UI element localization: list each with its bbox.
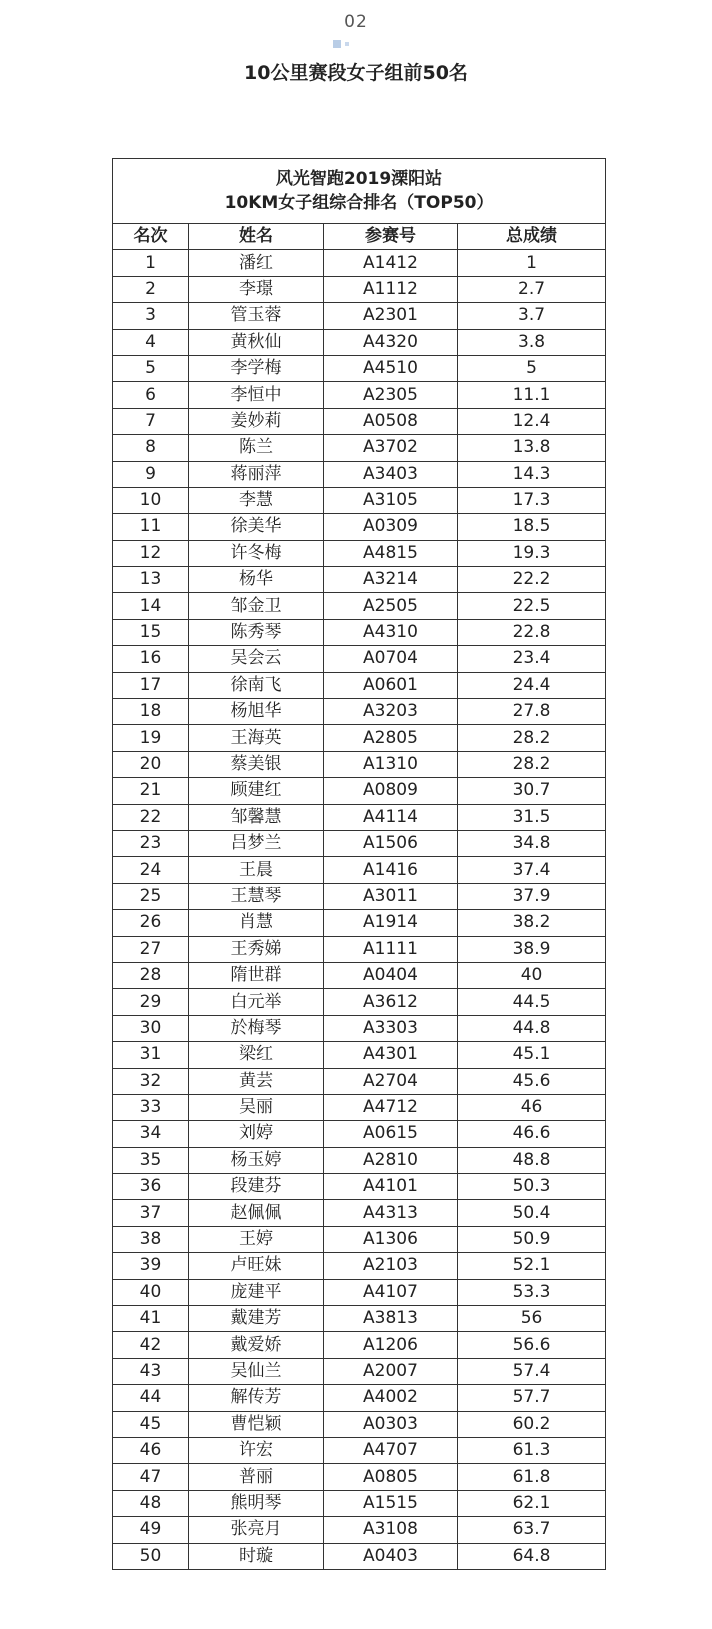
cell-name: 於梅琴 bbox=[189, 1015, 324, 1041]
cell-bib: A1506 bbox=[324, 830, 458, 856]
cell-bib: A3303 bbox=[324, 1015, 458, 1041]
cell-rank: 32 bbox=[113, 1068, 189, 1094]
cell-name: 徐南飞 bbox=[189, 672, 324, 698]
cell-score: 50.9 bbox=[458, 1226, 606, 1252]
cell-score: 45.6 bbox=[458, 1068, 606, 1094]
cell-rank: 46 bbox=[113, 1437, 189, 1463]
cell-bib: A4101 bbox=[324, 1174, 458, 1200]
table-row bbox=[113, 619, 606, 645]
cell-name: 徐美华 bbox=[189, 514, 324, 540]
table-row bbox=[113, 1279, 606, 1305]
table-row bbox=[113, 1490, 606, 1516]
cell-rank: 5 bbox=[113, 355, 189, 381]
cell-bib: A2007 bbox=[324, 1358, 458, 1384]
cell-score: 53.3 bbox=[458, 1279, 606, 1305]
cell-rank: 23 bbox=[113, 830, 189, 856]
cell-bib: A4107 bbox=[324, 1279, 458, 1305]
cell-name: 解传芳 bbox=[189, 1385, 324, 1411]
table-row bbox=[113, 355, 606, 381]
cell-score: 46 bbox=[458, 1094, 606, 1120]
cell-rank: 18 bbox=[113, 699, 189, 725]
cell-rank: 45 bbox=[113, 1411, 189, 1437]
table-row bbox=[113, 1411, 606, 1437]
cell-rank: 19 bbox=[113, 725, 189, 751]
cell-bib: A1112 bbox=[324, 276, 458, 302]
table-caption-row bbox=[113, 159, 606, 224]
cell-bib: A0805 bbox=[324, 1464, 458, 1490]
cell-name: 王秀娣 bbox=[189, 936, 324, 962]
cell-rank: 8 bbox=[113, 435, 189, 461]
cell-name: 卢旺妹 bbox=[189, 1253, 324, 1279]
table-row bbox=[113, 699, 606, 725]
cell-bib: A0601 bbox=[324, 672, 458, 698]
table-row bbox=[113, 1358, 606, 1384]
cell-bib: A1206 bbox=[324, 1332, 458, 1358]
cell-rank: 38 bbox=[113, 1226, 189, 1252]
table-row bbox=[113, 1042, 606, 1068]
cell-rank: 34 bbox=[113, 1121, 189, 1147]
cell-score: 56 bbox=[458, 1306, 606, 1332]
table-row bbox=[113, 329, 606, 355]
table-row bbox=[113, 382, 606, 408]
cell-score: 38.2 bbox=[458, 910, 606, 936]
table-row bbox=[113, 435, 606, 461]
cell-bib: A4707 bbox=[324, 1437, 458, 1463]
cell-name: 邹馨慧 bbox=[189, 804, 324, 830]
table-header-row bbox=[113, 224, 606, 250]
cell-rank: 27 bbox=[113, 936, 189, 962]
table-row bbox=[113, 1464, 606, 1490]
cell-bib: A2805 bbox=[324, 725, 458, 751]
cell-bib: A3011 bbox=[324, 883, 458, 909]
cell-score: 56.6 bbox=[458, 1332, 606, 1358]
header-name: 姓名 bbox=[189, 224, 324, 250]
table-row bbox=[113, 1543, 606, 1569]
cell-score: 3.8 bbox=[458, 329, 606, 355]
cell-rank: 42 bbox=[113, 1332, 189, 1358]
table-row bbox=[113, 830, 606, 856]
cell-name: 王慧琴 bbox=[189, 883, 324, 909]
table-row bbox=[113, 1226, 606, 1252]
table-row bbox=[113, 1253, 606, 1279]
cell-score: 46.6 bbox=[458, 1121, 606, 1147]
cell-bib: A1111 bbox=[324, 936, 458, 962]
cell-rank: 11 bbox=[113, 514, 189, 540]
cell-name: 杨玉婷 bbox=[189, 1147, 324, 1173]
cell-name: 蒋丽萍 bbox=[189, 461, 324, 487]
cell-name: 潘红 bbox=[189, 250, 324, 276]
cell-name: 吴仙兰 bbox=[189, 1358, 324, 1384]
cell-bib: A4815 bbox=[324, 540, 458, 566]
table-row bbox=[113, 1094, 606, 1120]
cell-bib: A2305 bbox=[324, 382, 458, 408]
header-bib: 参赛号 bbox=[324, 224, 458, 250]
cell-score: 2.7 bbox=[458, 276, 606, 302]
cell-score: 62.1 bbox=[458, 1490, 606, 1516]
cell-bib: A3403 bbox=[324, 461, 458, 487]
section-number: 02 bbox=[344, 12, 368, 32]
cell-score: 50.3 bbox=[458, 1174, 606, 1200]
table-row bbox=[113, 725, 606, 751]
cell-name: 管玉蓉 bbox=[189, 303, 324, 329]
cell-score: 5 bbox=[458, 355, 606, 381]
cell-score: 27.8 bbox=[458, 699, 606, 725]
cell-bib: A2301 bbox=[324, 303, 458, 329]
cell-score: 44.8 bbox=[458, 1015, 606, 1041]
cell-rank: 26 bbox=[113, 910, 189, 936]
cell-bib: A1412 bbox=[324, 250, 458, 276]
table-row bbox=[113, 1437, 606, 1463]
cell-rank: 3 bbox=[113, 303, 189, 329]
cell-bib: A3214 bbox=[324, 567, 458, 593]
cell-rank: 36 bbox=[113, 1174, 189, 1200]
table-row bbox=[113, 910, 606, 936]
cell-rank: 4 bbox=[113, 329, 189, 355]
cell-name: 杨华 bbox=[189, 567, 324, 593]
cell-name: 戴建芳 bbox=[189, 1306, 324, 1332]
cell-rank: 43 bbox=[113, 1358, 189, 1384]
cell-rank: 17 bbox=[113, 672, 189, 698]
cell-score: 38.9 bbox=[458, 936, 606, 962]
cell-name: 许宏 bbox=[189, 1437, 324, 1463]
cell-score: 31.5 bbox=[458, 804, 606, 830]
table-row bbox=[113, 461, 606, 487]
table-row bbox=[113, 646, 606, 672]
cell-name: 普丽 bbox=[189, 1464, 324, 1490]
cell-score: 63.7 bbox=[458, 1517, 606, 1543]
cell-name: 吴丽 bbox=[189, 1094, 324, 1120]
cell-name: 戴爱娇 bbox=[189, 1332, 324, 1358]
cell-score: 57.7 bbox=[458, 1385, 606, 1411]
cell-name: 顾建红 bbox=[189, 778, 324, 804]
cell-name: 陈秀琴 bbox=[189, 619, 324, 645]
cell-rank: 10 bbox=[113, 487, 189, 513]
cell-score: 37.4 bbox=[458, 857, 606, 883]
cell-rank: 28 bbox=[113, 962, 189, 988]
table-row bbox=[113, 672, 606, 698]
table-row bbox=[113, 593, 606, 619]
cell-rank: 49 bbox=[113, 1517, 189, 1543]
table-row bbox=[113, 276, 606, 302]
table-row bbox=[113, 962, 606, 988]
cell-score: 61.8 bbox=[458, 1464, 606, 1490]
cell-bib: A3612 bbox=[324, 989, 458, 1015]
table-row bbox=[113, 1332, 606, 1358]
cell-name: 姜妙莉 bbox=[189, 408, 324, 434]
cell-rank: 12 bbox=[113, 540, 189, 566]
cell-name: 白元举 bbox=[189, 989, 324, 1015]
cell-bib: A4320 bbox=[324, 329, 458, 355]
cell-rank: 30 bbox=[113, 1015, 189, 1041]
cell-rank: 22 bbox=[113, 804, 189, 830]
cell-bib: A4313 bbox=[324, 1200, 458, 1226]
cell-name: 李慧 bbox=[189, 487, 324, 513]
cell-name: 庞建平 bbox=[189, 1279, 324, 1305]
cell-name: 杨旭华 bbox=[189, 699, 324, 725]
cell-score: 3.7 bbox=[458, 303, 606, 329]
cell-rank: 37 bbox=[113, 1200, 189, 1226]
cell-bib: A0404 bbox=[324, 962, 458, 988]
table-row bbox=[113, 1121, 606, 1147]
cell-bib: A1515 bbox=[324, 1490, 458, 1516]
cell-name: 刘婷 bbox=[189, 1121, 324, 1147]
ranking-table-container bbox=[112, 158, 605, 1570]
cell-bib: A1914 bbox=[324, 910, 458, 936]
cell-rank: 24 bbox=[113, 857, 189, 883]
cell-bib: A0809 bbox=[324, 778, 458, 804]
cell-rank: 6 bbox=[113, 382, 189, 408]
table-row bbox=[113, 1015, 606, 1041]
cell-score: 13.8 bbox=[458, 435, 606, 461]
cell-bib: A2103 bbox=[324, 1253, 458, 1279]
cell-name: 段建芬 bbox=[189, 1174, 324, 1200]
table-row bbox=[113, 567, 606, 593]
cell-rank: 25 bbox=[113, 883, 189, 909]
cell-bib: A2704 bbox=[324, 1068, 458, 1094]
table-row bbox=[113, 936, 606, 962]
cell-rank: 50 bbox=[113, 1543, 189, 1569]
cell-name: 张亮月 bbox=[189, 1517, 324, 1543]
cell-bib: A4114 bbox=[324, 804, 458, 830]
cell-rank: 16 bbox=[113, 646, 189, 672]
table-row bbox=[113, 751, 606, 777]
cell-rank: 31 bbox=[113, 1042, 189, 1068]
cell-score: 22.2 bbox=[458, 567, 606, 593]
cell-bib: A0403 bbox=[324, 1543, 458, 1569]
cell-score: 17.3 bbox=[458, 487, 606, 513]
cell-score: 52.1 bbox=[458, 1253, 606, 1279]
table-caption bbox=[113, 159, 606, 224]
cell-bib: A4301 bbox=[324, 1042, 458, 1068]
ranking-table bbox=[112, 158, 606, 1570]
cell-bib: A4712 bbox=[324, 1094, 458, 1120]
cell-name: 梁红 bbox=[189, 1042, 324, 1068]
cell-bib: A0508 bbox=[324, 408, 458, 434]
cell-rank: 20 bbox=[113, 751, 189, 777]
cell-name: 李恒中 bbox=[189, 382, 324, 408]
cell-bib: A3702 bbox=[324, 435, 458, 461]
table-row bbox=[113, 989, 606, 1015]
table-row bbox=[113, 514, 606, 540]
cell-score: 30.7 bbox=[458, 778, 606, 804]
table-row bbox=[113, 804, 606, 830]
cell-name: 蔡美银 bbox=[189, 751, 324, 777]
table-row bbox=[113, 778, 606, 804]
cell-score: 50.4 bbox=[458, 1200, 606, 1226]
cell-name: 吴会云 bbox=[189, 646, 324, 672]
section-title: 10公里赛段女子组前50名 bbox=[244, 62, 468, 84]
header-score: 总成绩 bbox=[458, 224, 606, 250]
table-row bbox=[113, 303, 606, 329]
cell-bib: A2505 bbox=[324, 593, 458, 619]
table-row bbox=[113, 487, 606, 513]
cell-rank: 13 bbox=[113, 567, 189, 593]
table-row bbox=[113, 1385, 606, 1411]
cell-name: 李学梅 bbox=[189, 355, 324, 381]
cell-name: 陈兰 bbox=[189, 435, 324, 461]
cell-name: 许冬梅 bbox=[189, 540, 324, 566]
table-caption-line2: 10KM女子组综合排名（TOP50） bbox=[224, 193, 494, 213]
cell-score: 28.2 bbox=[458, 751, 606, 777]
cell-score: 14.3 bbox=[458, 461, 606, 487]
table-row bbox=[113, 1200, 606, 1226]
cell-rank: 21 bbox=[113, 778, 189, 804]
table-row bbox=[113, 1517, 606, 1543]
decorative-squares-icon bbox=[333, 40, 355, 48]
cell-name: 黄秋仙 bbox=[189, 329, 324, 355]
table-row bbox=[113, 408, 606, 434]
cell-score: 64.8 bbox=[458, 1543, 606, 1569]
cell-score: 24.4 bbox=[458, 672, 606, 698]
cell-bib: A3813 bbox=[324, 1306, 458, 1332]
cell-score: 45.1 bbox=[458, 1042, 606, 1068]
cell-bib: A3105 bbox=[324, 487, 458, 513]
cell-score: 28.2 bbox=[458, 725, 606, 751]
table-row bbox=[113, 883, 606, 909]
cell-score: 37.9 bbox=[458, 883, 606, 909]
cell-bib: A2810 bbox=[324, 1147, 458, 1173]
cell-rank: 14 bbox=[113, 593, 189, 619]
table-row bbox=[113, 1147, 606, 1173]
cell-score: 44.5 bbox=[458, 989, 606, 1015]
cell-score: 12.4 bbox=[458, 408, 606, 434]
cell-score: 34.8 bbox=[458, 830, 606, 856]
cell-rank: 7 bbox=[113, 408, 189, 434]
cell-rank: 44 bbox=[113, 1385, 189, 1411]
cell-bib: A0303 bbox=[324, 1411, 458, 1437]
cell-score: 57.4 bbox=[458, 1358, 606, 1384]
header-rank: 名次 bbox=[113, 224, 189, 250]
cell-name: 赵佩佩 bbox=[189, 1200, 324, 1226]
cell-bib: A1310 bbox=[324, 751, 458, 777]
cell-name: 时璇 bbox=[189, 1543, 324, 1569]
cell-rank: 35 bbox=[113, 1147, 189, 1173]
cell-rank: 39 bbox=[113, 1253, 189, 1279]
cell-bib: A4002 bbox=[324, 1385, 458, 1411]
cell-bib: A4310 bbox=[324, 619, 458, 645]
cell-name: 王晨 bbox=[189, 857, 324, 883]
cell-bib: A1416 bbox=[324, 857, 458, 883]
cell-score: 22.5 bbox=[458, 593, 606, 619]
cell-score: 60.2 bbox=[458, 1411, 606, 1437]
cell-score: 23.4 bbox=[458, 646, 606, 672]
table-row bbox=[113, 1306, 606, 1332]
cell-bib: A0704 bbox=[324, 646, 458, 672]
table-caption-line1: 风光智跑2019溧阳站 bbox=[275, 169, 443, 189]
table-body bbox=[113, 250, 606, 1570]
cell-rank: 41 bbox=[113, 1306, 189, 1332]
table-row bbox=[113, 250, 606, 276]
cell-rank: 40 bbox=[113, 1279, 189, 1305]
cell-score: 48.8 bbox=[458, 1147, 606, 1173]
table-row bbox=[113, 1174, 606, 1200]
cell-score: 1 bbox=[458, 250, 606, 276]
cell-name: 黄芸 bbox=[189, 1068, 324, 1094]
table-row bbox=[113, 1068, 606, 1094]
cell-name: 曹恺颖 bbox=[189, 1411, 324, 1437]
cell-rank: 2 bbox=[113, 276, 189, 302]
cell-name: 李璟 bbox=[189, 276, 324, 302]
cell-rank: 15 bbox=[113, 619, 189, 645]
table-row bbox=[113, 857, 606, 883]
cell-rank: 48 bbox=[113, 1490, 189, 1516]
cell-name: 王婷 bbox=[189, 1226, 324, 1252]
cell-rank: 1 bbox=[113, 250, 189, 276]
cell-bib: A1306 bbox=[324, 1226, 458, 1252]
cell-score: 61.3 bbox=[458, 1437, 606, 1463]
cell-name: 隋世群 bbox=[189, 962, 324, 988]
cell-bib: A3108 bbox=[324, 1517, 458, 1543]
cell-rank: 9 bbox=[113, 461, 189, 487]
cell-score: 18.5 bbox=[458, 514, 606, 540]
cell-name: 熊明琴 bbox=[189, 1490, 324, 1516]
cell-name: 肖慧 bbox=[189, 910, 324, 936]
decorative-square-large bbox=[333, 40, 341, 48]
cell-score: 11.1 bbox=[458, 382, 606, 408]
cell-bib: A0309 bbox=[324, 514, 458, 540]
cell-bib: A4510 bbox=[324, 355, 458, 381]
decorative-square-small bbox=[345, 42, 349, 46]
cell-score: 22.8 bbox=[458, 619, 606, 645]
cell-name: 吕梦兰 bbox=[189, 830, 324, 856]
cell-rank: 29 bbox=[113, 989, 189, 1015]
cell-name: 王海英 bbox=[189, 725, 324, 751]
cell-bib: A0615 bbox=[324, 1121, 458, 1147]
cell-rank: 33 bbox=[113, 1094, 189, 1120]
cell-score: 40 bbox=[458, 962, 606, 988]
cell-name: 邹金卫 bbox=[189, 593, 324, 619]
cell-score: 19.3 bbox=[458, 540, 606, 566]
cell-bib: A3203 bbox=[324, 699, 458, 725]
cell-rank: 47 bbox=[113, 1464, 189, 1490]
table-row bbox=[113, 540, 606, 566]
